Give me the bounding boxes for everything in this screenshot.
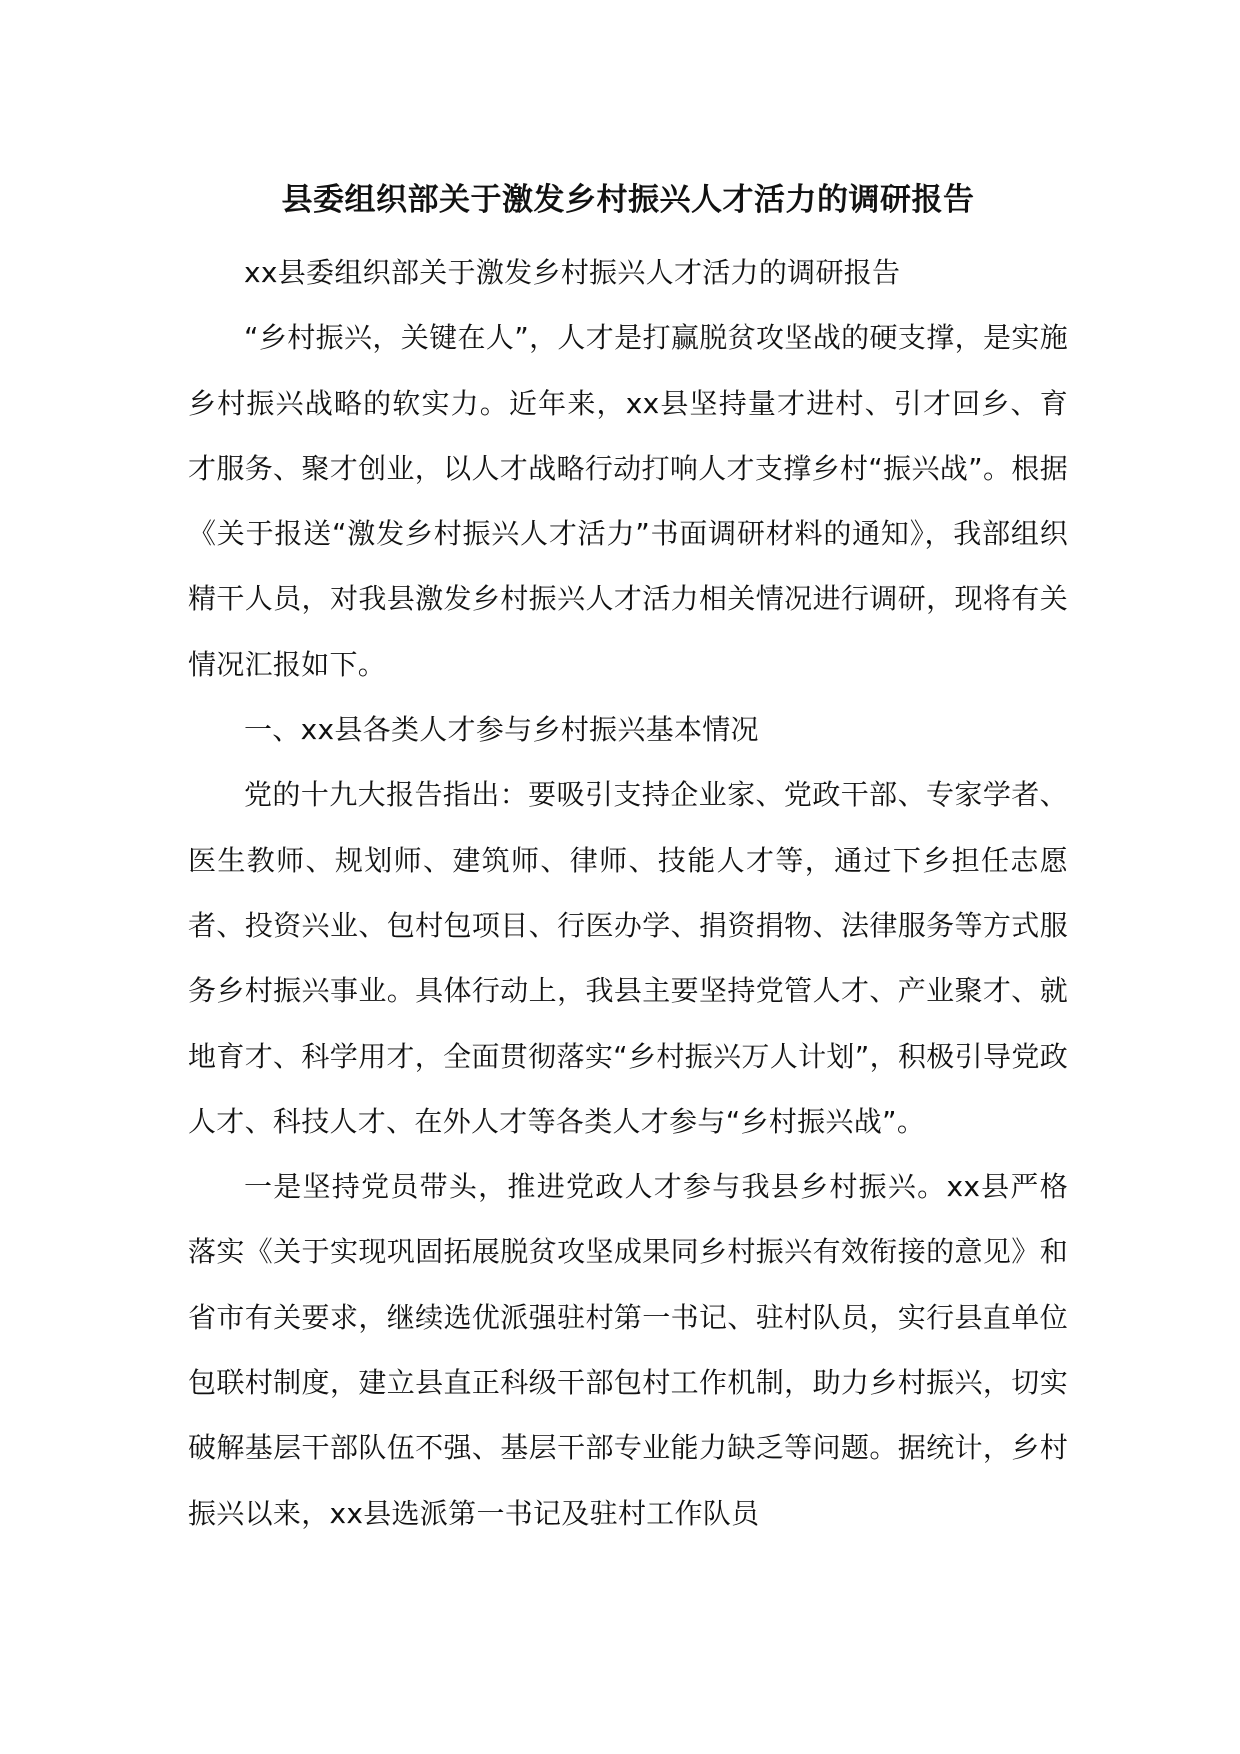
section-heading: 一、xx县各类人才参与乡村振兴基本情况 (244, 713, 759, 747)
intro-paragraph: “乡村振兴，关键在人”，人才是打赢脱贫攻坚战的硬支撑，是实施乡村振兴战略的软实力。近年来，xx县坚持量才进村、引才回乡、育才服务、聚才创业，以人才战略行动打响人才支撑乡村“振兴战”。根据《关于报送“激发乡村振兴人才活力”书面调研材料的通知》，我部组织精干人员，对我县激发乡村振兴人才活力相关情况进行调研，现将有关情况汇报如下。 (188, 321, 1068, 681)
body-paragraph: 党的十九大报告指出：要吸引支持企业家、党政干部、专家学者、医生教师、规划师、建筑师、律师、技能人才等，通过下乡担任志愿者、投资兴业、包村包项目、行医办学、捐资捐物、法律服务等方式服务乡村振兴事业。具体行动上，我县主要坚持党管人才、产业聚才、就地育才、科学用才，全面贯彻落实“乡村振兴万人计划”，积极引导党政人才、科技人才、在外人才等各类人才参与“乡村振兴战”。 (188, 778, 1068, 1138)
document-page (188, 168, 1068, 1546)
document-title: 县委组织部关于激发乡村振兴人才活力的调研报告 (281, 182, 975, 218)
body-paragraph: 一是坚持党员带头，推进党政人才参与我县乡村振兴。xx县严格落实《关于实现巩固拓展脱贫攻坚成果同乡村振兴有效衔接的意见》和省市有关要求，继续选优派强驻村第一书记、驻村队员，实行县直单位包联村制度，建立县直正科级干部包村工作机制，助力乡村振兴，切实破解基层干部队伍不强、基层干部专业能力缺乏等问题。据统计，乡村振兴以来，xx县选派第一书记及驻村工作队员 (188, 1170, 1068, 1530)
subtitle-paragraph: xx县委组织部关于激发乡村振兴人才活力的调研报告 (244, 256, 901, 289)
